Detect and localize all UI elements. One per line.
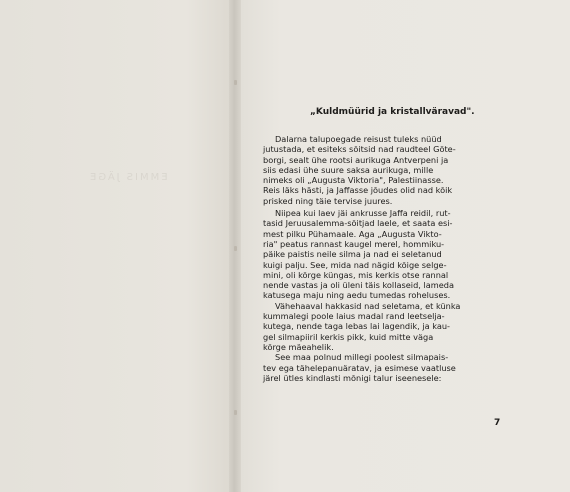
text-line: kutega, nende taga lebas lai lagendik, ja kau- (263, 321, 450, 332)
text-line: katusega maju ning aedu tumedas roheluses. (263, 290, 451, 301)
text-line: tasid Jeruusalemma-sõitjad laele, et saata esi- (263, 218, 453, 229)
binding-thread (234, 246, 237, 251)
text-line: gel silmapiiril kerkis pikk, kuid mitte väga (263, 331, 434, 342)
text-line: Niipea kui laev jäi ankrusse Jaffa reidil, rut- (275, 208, 451, 219)
binding-thread (234, 410, 237, 415)
text-line: mini, oli kõrge küngas, mis kerkis otse rannal (263, 269, 449, 280)
page-number: 7 (494, 418, 501, 428)
text-line: kõrge mäeahelik. (263, 341, 334, 352)
left-page (0, 0, 233, 492)
text-line: Dalarna talupoegade reisust tuleks nüüd (275, 134, 442, 144)
text-line: Vähehaaval hakkasid nad seletama, et künka (275, 300, 461, 311)
text-line: ria" peatus rannast kaugel merel, hommiku- (263, 238, 445, 249)
text-line: kuigi palju. See, mida nad nägid kõige selge- (263, 259, 447, 270)
text-line: päike paistis neile silma ja nad ei seletanud (263, 249, 442, 260)
text-line: jutustada, et esiteks sõitsid nad raudteel Göte- (263, 144, 456, 155)
show-through-text: EMMIS JÄGE (88, 172, 168, 183)
text-line: See maa polnud millegi poolest silmapais- (275, 352, 449, 363)
text-line: nimeks oli „Augusta Viktoria", Palestiinasse. (263, 175, 444, 186)
text-line: järel ütles kindlasti mõnigi talur iseenesele: (263, 372, 442, 383)
text-line: mest pilku Pühamaale. Aga „Augusta Vikto- (263, 228, 442, 239)
text-line: tev ega tähelepanuäratav, ja esimese vaatluse (263, 362, 456, 373)
text-line: borgi, sealt ühe rootsi aurikuga Antverpeni ja (263, 154, 449, 165)
binding-thread (234, 80, 237, 85)
chapter-heading: „Kuldmüürid ja kristallväravad". (310, 107, 475, 117)
body-text (263, 134, 503, 383)
text-line: kummalegi poole laius madal rand leetselja- (263, 311, 445, 322)
text-line: siis edasi ühe suure saksa aurikuga, mille (263, 164, 434, 175)
text-line: Reis läks hästi, ja Jaffasse jõudes olid nad kõik (263, 185, 453, 196)
text-line: nende vastas ja oli üleni täis kollaseid, lameda (263, 280, 454, 291)
text-line: prisked ning täie tervise juures. (263, 195, 393, 206)
